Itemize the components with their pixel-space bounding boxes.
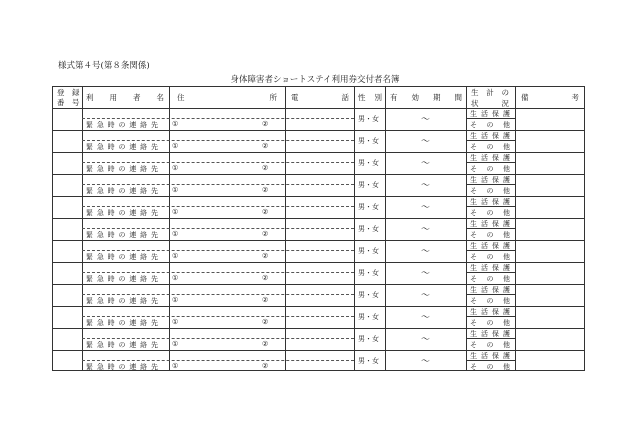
form-number: 様式第４号(第８条関係) xyxy=(58,61,150,71)
livelihood-option-2: そ の 他 xyxy=(470,209,510,217)
header-gender: 性 別 xyxy=(358,92,382,102)
gender-choice: 男・女 xyxy=(358,203,379,211)
contact-2-marker: ② xyxy=(262,230,269,238)
period-separator: ～ xyxy=(421,137,431,147)
header-reg-no-top: 登 録 xyxy=(57,88,80,97)
emergency-contact-label: 緊 急 時 の 連 絡 先 xyxy=(86,165,158,173)
header-livelihood-bottom: 状 況 xyxy=(471,98,509,108)
emergency-contact-label: 緊 急 時 の 連 絡 先 xyxy=(86,253,158,261)
contact-2-marker: ② xyxy=(262,142,269,150)
emergency-contact-label: 緊 急 時 の 連 絡 先 xyxy=(86,319,158,327)
contact-1-marker: ① xyxy=(172,318,179,326)
period-separator: ～ xyxy=(421,291,431,301)
livelihood-option-2: そ の 他 xyxy=(470,143,510,151)
emergency-contact-label: 緊 急 時 の 連 絡 先 xyxy=(86,187,158,195)
header-livelihood-top: 生 計 の xyxy=(471,87,509,97)
row-dashed-divider xyxy=(82,228,354,229)
header-phone: 電 話 xyxy=(291,92,349,102)
contact-2-marker: ② xyxy=(262,164,269,172)
gender-choice: 男・女 xyxy=(358,159,379,167)
contact-1-marker: ① xyxy=(172,296,179,304)
period-separator: ～ xyxy=(421,181,431,191)
gender-choice: 男・女 xyxy=(358,225,379,233)
livelihood-option-1: 生 活 保 護 xyxy=(470,264,510,272)
contact-2-marker: ② xyxy=(262,362,269,370)
page-title: 身体障害者ショートステイ利用券交付者名簿 xyxy=(230,75,400,85)
header-reg-no-bottom: 番 号 xyxy=(57,98,80,107)
contact-1-marker: ① xyxy=(172,230,179,238)
period-separator: ～ xyxy=(421,225,431,235)
livelihood-option-1: 生 活 保 護 xyxy=(470,352,510,360)
livelihood-option-2: そ の 他 xyxy=(470,231,510,239)
livelihood-option-2: そ の 他 xyxy=(470,121,510,129)
livelihood-option-1: 生 活 保 護 xyxy=(470,176,510,184)
contact-2-marker: ② xyxy=(262,318,269,326)
contact-1-marker: ① xyxy=(172,340,179,348)
row-dashed-divider xyxy=(82,272,354,273)
gender-choice: 男・女 xyxy=(358,181,379,189)
emergency-contact-label: 緊 急 時 の 連 絡 先 xyxy=(86,121,158,129)
contact-1-marker: ① xyxy=(172,120,179,128)
livelihood-option-1: 生 活 保 護 xyxy=(470,242,510,250)
livelihood-option-2: そ の 他 xyxy=(470,187,510,195)
row-dashed-divider xyxy=(82,338,354,339)
header-valid-period: 有 効 期 間 xyxy=(390,92,462,102)
header-user-name: 利 用 者 名 xyxy=(86,92,164,102)
emergency-contact-label: 緊 急 時 の 連 絡 先 xyxy=(86,363,158,371)
row-dashed-divider xyxy=(82,360,354,361)
livelihood-option-2: そ の 他 xyxy=(470,297,510,305)
contact-1-marker: ① xyxy=(172,252,179,260)
row-dashed-divider xyxy=(82,294,354,295)
livelihood-option-2: そ の 他 xyxy=(470,319,510,327)
period-separator: ～ xyxy=(421,115,431,125)
period-separator: ～ xyxy=(421,269,431,279)
livelihood-option-2: そ の 他 xyxy=(470,165,510,173)
period-separator: ～ xyxy=(421,159,431,169)
row-dashed-divider xyxy=(82,118,354,119)
emergency-contact-label: 緊 急 時 の 連 絡 先 xyxy=(86,209,158,217)
livelihood-option-2: そ の 他 xyxy=(470,363,510,371)
period-separator: ～ xyxy=(421,357,431,367)
gender-choice: 男・女 xyxy=(358,313,379,321)
livelihood-option-1: 生 活 保 護 xyxy=(470,286,510,294)
row-dashed-divider xyxy=(82,140,354,141)
gender-choice: 男・女 xyxy=(358,247,379,255)
contact-2-marker: ② xyxy=(262,274,269,282)
livelihood-option-1: 生 活 保 護 xyxy=(470,132,510,140)
livelihood-option-1: 生 活 保 護 xyxy=(470,154,510,162)
gender-choice: 男・女 xyxy=(358,357,379,365)
livelihood-option-2: そ の 他 xyxy=(470,253,510,261)
contact-2-marker: ② xyxy=(262,340,269,348)
period-separator: ～ xyxy=(421,313,431,323)
gender-choice: 男・女 xyxy=(358,291,379,299)
contact-1-marker: ① xyxy=(172,186,179,194)
period-separator: ～ xyxy=(421,335,431,345)
header-address: 住 所 xyxy=(177,92,277,102)
contact-1-marker: ① xyxy=(172,164,179,172)
livelihood-option-1: 生 活 保 護 xyxy=(470,308,510,316)
gender-choice: 男・女 xyxy=(358,335,379,343)
livelihood-option-1: 生 活 保 護 xyxy=(470,110,510,118)
contact-2-marker: ② xyxy=(262,208,269,216)
contact-1-marker: ① xyxy=(172,362,179,370)
emergency-contact-label: 緊 急 時 の 連 絡 先 xyxy=(86,341,158,349)
livelihood-option-1: 生 活 保 護 xyxy=(470,330,510,338)
livelihood-option-1: 生 活 保 護 xyxy=(470,220,510,228)
contact-2-marker: ② xyxy=(262,252,269,260)
gender-choice: 男・女 xyxy=(358,137,379,145)
emergency-contact-label: 緊 急 時 の 連 絡 先 xyxy=(86,143,158,151)
contact-2-marker: ② xyxy=(262,186,269,194)
emergency-contact-label: 緊 急 時 の 連 絡 先 xyxy=(86,297,158,305)
period-separator: ～ xyxy=(421,203,431,213)
gender-choice: 男・女 xyxy=(358,269,379,277)
row-dashed-divider xyxy=(82,184,354,185)
ledger-table xyxy=(52,86,585,371)
gender-choice: 男・女 xyxy=(358,115,379,123)
header-remarks: 備 考 xyxy=(521,92,579,102)
contact-1-marker: ① xyxy=(172,208,179,216)
emergency-contact-label: 緊 急 時 の 連 絡 先 xyxy=(86,275,158,283)
row-dashed-divider xyxy=(82,206,354,207)
livelihood-option-2: そ の 他 xyxy=(470,275,510,283)
contact-2-marker: ② xyxy=(262,296,269,304)
period-separator: ～ xyxy=(421,247,431,257)
row-dashed-divider xyxy=(82,316,354,317)
row-dashed-divider xyxy=(82,162,354,163)
livelihood-option-2: そ の 他 xyxy=(470,341,510,349)
livelihood-option-1: 生 活 保 護 xyxy=(470,198,510,206)
emergency-contact-label: 緊 急 時 の 連 絡 先 xyxy=(86,231,158,239)
row-dashed-divider xyxy=(82,250,354,251)
contact-2-marker: ② xyxy=(262,120,269,128)
contact-1-marker: ① xyxy=(172,274,179,282)
contact-1-marker: ① xyxy=(172,142,179,150)
